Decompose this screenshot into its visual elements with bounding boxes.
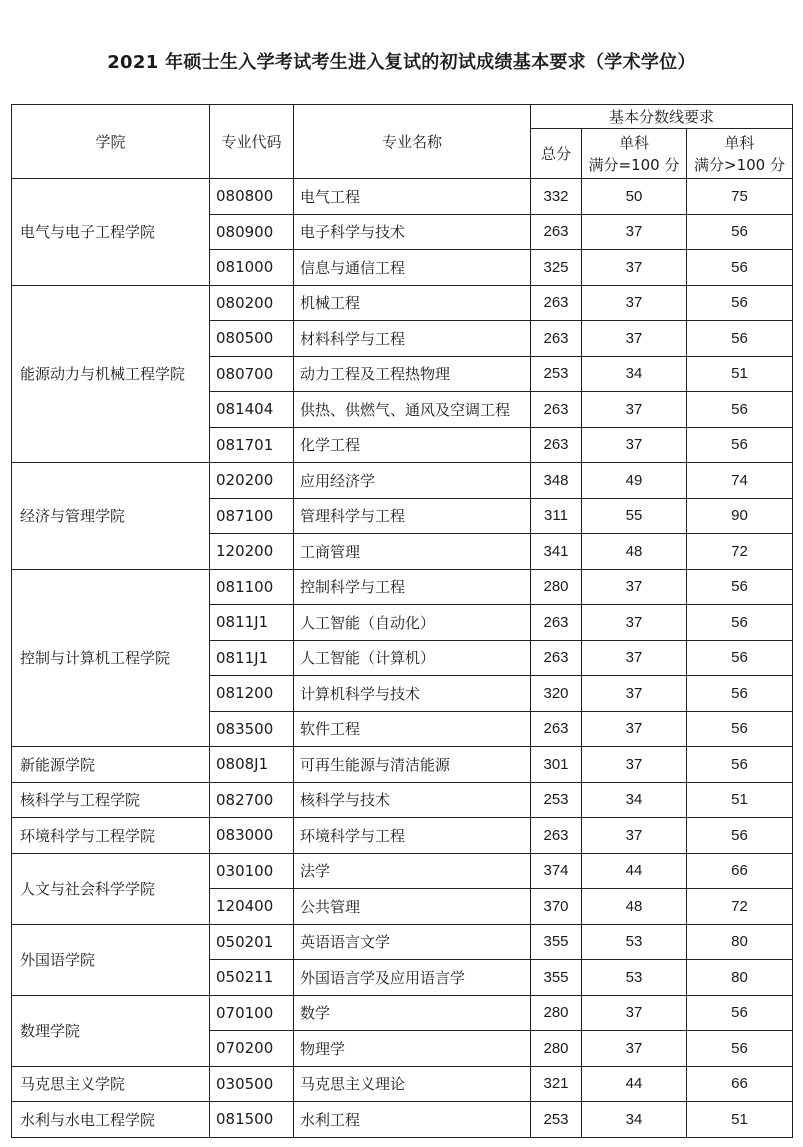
- major-code-cell: 081500: [210, 1102, 294, 1138]
- table-row: [12, 179, 793, 215]
- total-score-cell: 280: [531, 569, 582, 605]
- single-100-score-cell: 48: [582, 889, 687, 925]
- single-100-score-cell: 37: [582, 711, 687, 747]
- table-row: [12, 1102, 793, 1138]
- college-cell: 经济与管理学院: [12, 463, 210, 570]
- single-100-score-cell: 34: [582, 356, 687, 392]
- total-score-cell: 263: [531, 640, 582, 676]
- total-score-cell: 348: [531, 463, 582, 499]
- major-name-cell: 机械工程: [294, 285, 531, 321]
- major-code-cell: 081200: [210, 676, 294, 712]
- total-score-cell: 320: [531, 676, 582, 712]
- table-row: [12, 853, 793, 889]
- header-single-100-line1: 单科: [618, 133, 649, 152]
- table-row: [12, 285, 793, 321]
- single-100-score-cell: 37: [582, 250, 687, 286]
- college-cell: 控制与计算机工程学院: [12, 569, 210, 747]
- single-over-100-score-cell: 56: [687, 818, 793, 854]
- major-code-cell: 070100: [210, 995, 294, 1031]
- college-cell: 外国语学院: [12, 924, 210, 995]
- major-name-cell: 环境科学与工程: [294, 818, 531, 854]
- single-100-score-cell: 34: [582, 782, 687, 818]
- major-name-cell: 信息与通信工程: [294, 250, 531, 286]
- major-name-cell: 水利工程: [294, 1102, 531, 1138]
- single-100-score-cell: 37: [582, 995, 687, 1031]
- major-name-cell: 马克思主义理论: [294, 1066, 531, 1102]
- major-name-cell: 公共管理: [294, 889, 531, 925]
- major-name-cell: 动力工程及工程热物理: [294, 356, 531, 392]
- major-name-cell: 法学: [294, 853, 531, 889]
- college-cell: 马克思主义学院: [12, 1066, 210, 1102]
- major-name-cell: 应用经济学: [294, 463, 531, 499]
- single-over-100-score-cell: 56: [687, 747, 793, 783]
- major-name-cell: 管理科学与工程: [294, 498, 531, 534]
- single-over-100-score-cell: 56: [687, 711, 793, 747]
- major-code-cell: 080900: [210, 214, 294, 250]
- single-100-score-cell: 44: [582, 1066, 687, 1102]
- header-single-100-line2: 满分=100 分: [588, 155, 680, 174]
- single-100-score-cell: 37: [582, 1031, 687, 1067]
- single-over-100-score-cell: 56: [687, 250, 793, 286]
- major-code-cell: 081404: [210, 392, 294, 428]
- single-over-100-score-cell: 56: [687, 605, 793, 641]
- total-score-cell: 355: [531, 960, 582, 996]
- major-name-cell: 控制科学与工程: [294, 569, 531, 605]
- single-100-score-cell: 34: [582, 1102, 687, 1138]
- table-row: [12, 924, 793, 960]
- single-over-100-score-cell: 56: [687, 640, 793, 676]
- single-over-100-score-cell: 56: [687, 392, 793, 428]
- single-over-100-score-cell: 66: [687, 853, 793, 889]
- table-row: [12, 1066, 793, 1102]
- table-row: [12, 463, 793, 499]
- single-over-100-score-cell: 75: [687, 179, 793, 215]
- total-score-cell: 263: [531, 392, 582, 428]
- major-name-cell: 可再生能源与清洁能源: [294, 747, 531, 783]
- single-100-score-cell: 37: [582, 818, 687, 854]
- total-score-cell: 355: [531, 924, 582, 960]
- major-code-cell: 0808J1: [210, 747, 294, 783]
- total-score-cell: 263: [531, 605, 582, 641]
- table-row: [12, 782, 793, 818]
- major-code-cell: 050201: [210, 924, 294, 960]
- header-college: 学院: [12, 105, 210, 179]
- single-over-100-score-cell: 90: [687, 498, 793, 534]
- header-single-over-100-line2: 满分>100 分: [694, 155, 785, 174]
- single-100-score-cell: 37: [582, 569, 687, 605]
- college-cell: 核科学与工程学院: [12, 782, 210, 818]
- major-code-cell: 020200: [210, 463, 294, 499]
- major-name-cell: 人工智能（计算机）: [294, 640, 531, 676]
- major-name-cell: 英语语言文学: [294, 924, 531, 960]
- single-100-score-cell: 37: [582, 214, 687, 250]
- major-code-cell: 081100: [210, 569, 294, 605]
- total-score-cell: 263: [531, 711, 582, 747]
- single-over-100-score-cell: 56: [687, 995, 793, 1031]
- single-over-100-score-cell: 56: [687, 676, 793, 712]
- single-100-score-cell: 53: [582, 924, 687, 960]
- single-over-100-score-cell: 66: [687, 1066, 793, 1102]
- major-code-cell: 080700: [210, 356, 294, 392]
- major-code-cell: 081701: [210, 427, 294, 463]
- college-cell: 数理学院: [12, 995, 210, 1066]
- major-name-cell: 计算机科学与技术: [294, 676, 531, 712]
- header-single-over-100: [687, 129, 793, 179]
- total-score-cell: 263: [531, 321, 582, 357]
- total-score-cell: 332: [531, 179, 582, 215]
- major-code-cell: 080800: [210, 179, 294, 215]
- single-100-score-cell: 37: [582, 747, 687, 783]
- table-row: [12, 569, 793, 605]
- college-cell: 水利与水电工程学院: [12, 1102, 210, 1138]
- college-cell: 新能源学院: [12, 747, 210, 783]
- major-code-cell: 081000: [210, 250, 294, 286]
- total-score-cell: 253: [531, 356, 582, 392]
- major-code-cell: 080200: [210, 285, 294, 321]
- major-code-cell: 0811J1: [210, 605, 294, 641]
- single-over-100-score-cell: 51: [687, 1102, 793, 1138]
- single-100-score-cell: 37: [582, 392, 687, 428]
- single-over-100-score-cell: 56: [687, 427, 793, 463]
- single-over-100-score-cell: 72: [687, 889, 793, 925]
- college-cell: 环境科学与工程学院: [12, 818, 210, 854]
- single-over-100-score-cell: 72: [687, 534, 793, 570]
- single-over-100-score-cell: 80: [687, 960, 793, 996]
- major-name-cell: 电气工程: [294, 179, 531, 215]
- single-over-100-score-cell: 56: [687, 1031, 793, 1067]
- total-score-cell: 253: [531, 1102, 582, 1138]
- header-single-over-100-line1: 单科: [724, 133, 755, 152]
- header-major: 专业名称: [294, 105, 531, 179]
- total-score-cell: 311: [531, 498, 582, 534]
- header-total: 总分: [531, 129, 582, 179]
- total-score-cell: 263: [531, 427, 582, 463]
- single-100-score-cell: 55: [582, 498, 687, 534]
- major-code-cell: 120200: [210, 534, 294, 570]
- table-body: [12, 179, 793, 1138]
- major-name-cell: 软件工程: [294, 711, 531, 747]
- table-row: [12, 818, 793, 854]
- major-code-cell: 087100: [210, 498, 294, 534]
- major-name-cell: 人工智能（自动化）: [294, 605, 531, 641]
- single-100-score-cell: 37: [582, 676, 687, 712]
- major-name-cell: 外国语言学及应用语言学: [294, 960, 531, 996]
- major-name-cell: 供热、供燃气、通风及空调工程: [294, 392, 531, 428]
- total-score-cell: 325: [531, 250, 582, 286]
- total-score-cell: 280: [531, 1031, 582, 1067]
- single-100-score-cell: 37: [582, 427, 687, 463]
- document-title: 2021 年硕士生入学考试考生进入复试的初试成绩基本要求（学术学位）: [107, 52, 696, 73]
- major-code-cell: 0811J1: [210, 640, 294, 676]
- single-over-100-score-cell: 51: [687, 356, 793, 392]
- college-cell: 能源动力与机械工程学院: [12, 285, 210, 463]
- single-over-100-score-cell: 51: [687, 782, 793, 818]
- major-code-cell: 083000: [210, 818, 294, 854]
- major-name-cell: 材料科学与工程: [294, 321, 531, 357]
- total-score-cell: 263: [531, 818, 582, 854]
- total-score-cell: 263: [531, 214, 582, 250]
- total-score-cell: 280: [531, 995, 582, 1031]
- table-row: [12, 747, 793, 783]
- single-100-score-cell: 49: [582, 463, 687, 499]
- major-name-cell: 核科学与技术: [294, 782, 531, 818]
- single-100-score-cell: 37: [582, 285, 687, 321]
- single-over-100-score-cell: 56: [687, 214, 793, 250]
- table-header: [12, 105, 793, 179]
- major-code-cell: 080500: [210, 321, 294, 357]
- major-code-cell: 083500: [210, 711, 294, 747]
- score-requirements-table: [11, 104, 793, 1138]
- single-over-100-score-cell: 74: [687, 463, 793, 499]
- table-row: [12, 995, 793, 1031]
- major-name-cell: 数学: [294, 995, 531, 1031]
- major-name-cell: 化学工程: [294, 427, 531, 463]
- major-code-cell: 030500: [210, 1066, 294, 1102]
- single-over-100-score-cell: 80: [687, 924, 793, 960]
- header-single-100: [582, 129, 687, 179]
- single-100-score-cell: 37: [582, 321, 687, 357]
- total-score-cell: 321: [531, 1066, 582, 1102]
- total-score-cell: 374: [531, 853, 582, 889]
- total-score-cell: 301: [531, 747, 582, 783]
- header-score-group: 基本分数线要求: [531, 105, 793, 129]
- single-over-100-score-cell: 56: [687, 285, 793, 321]
- single-over-100-score-cell: 56: [687, 569, 793, 605]
- major-name-cell: 物理学: [294, 1031, 531, 1067]
- college-cell: 电气与电子工程学院: [12, 179, 210, 286]
- single-100-score-cell: 44: [582, 853, 687, 889]
- single-100-score-cell: 48: [582, 534, 687, 570]
- college-cell: 人文与社会科学学院: [12, 853, 210, 924]
- single-100-score-cell: 53: [582, 960, 687, 996]
- major-code-cell: 070200: [210, 1031, 294, 1067]
- header-code: 专业代码: [210, 105, 294, 179]
- major-code-cell: 082700: [210, 782, 294, 818]
- major-code-cell: 050211: [210, 960, 294, 996]
- total-score-cell: 370: [531, 889, 582, 925]
- single-100-score-cell: 37: [582, 605, 687, 641]
- major-code-cell: 030100: [210, 853, 294, 889]
- major-code-cell: 120400: [210, 889, 294, 925]
- total-score-cell: 341: [531, 534, 582, 570]
- single-100-score-cell: 50: [582, 179, 687, 215]
- major-name-cell: 电子科学与技术: [294, 214, 531, 250]
- total-score-cell: 263: [531, 285, 582, 321]
- total-score-cell: 253: [531, 782, 582, 818]
- single-100-score-cell: 37: [582, 640, 687, 676]
- major-name-cell: 工商管理: [294, 534, 531, 570]
- single-over-100-score-cell: 56: [687, 321, 793, 357]
